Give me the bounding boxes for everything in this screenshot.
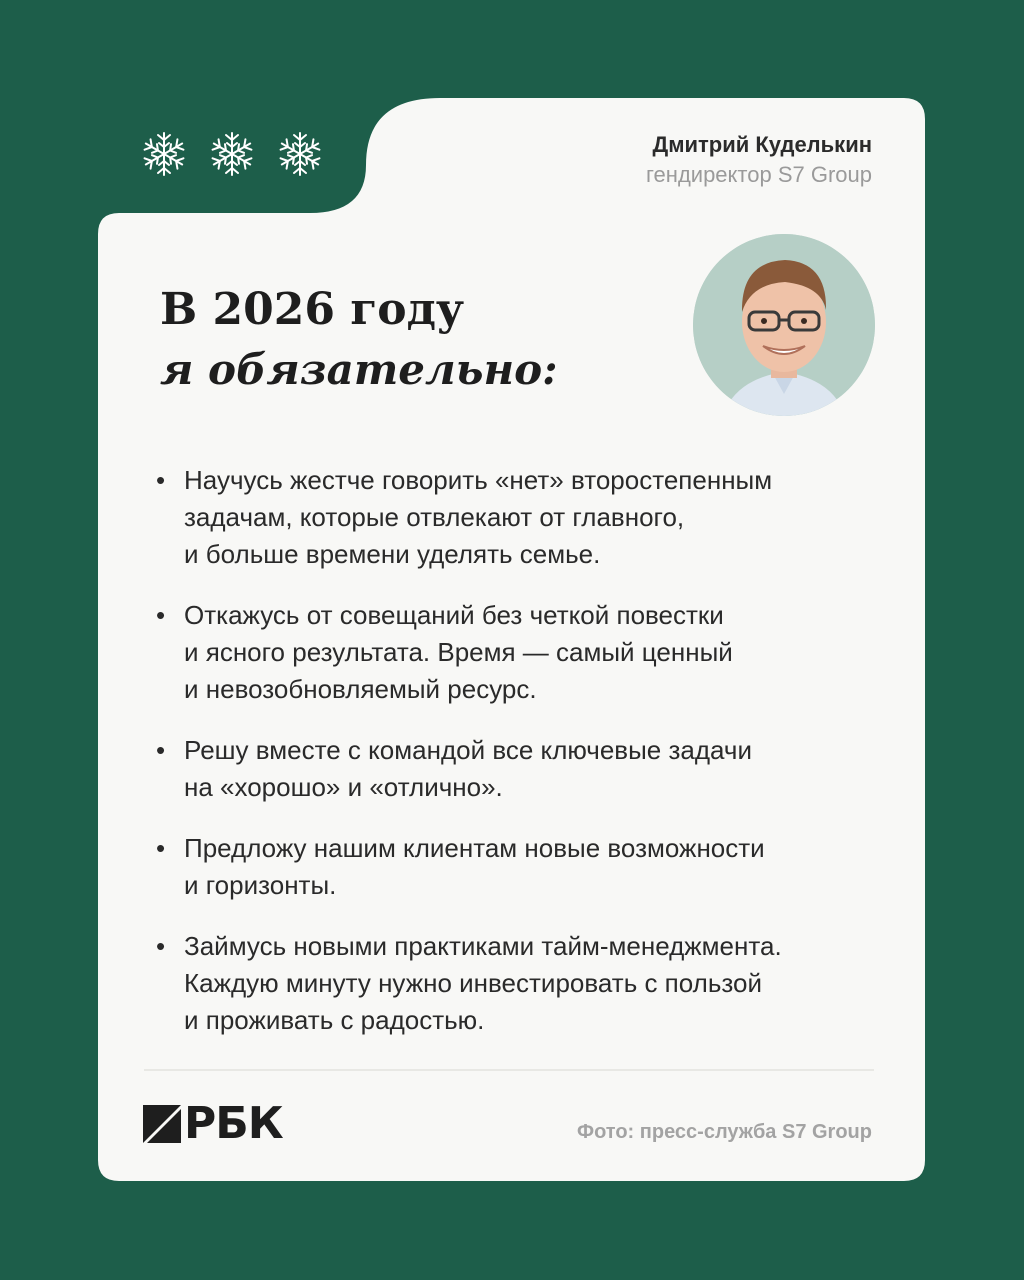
author-title: гендиректор S7 Group [646, 162, 872, 187]
rbc-logo [143, 1098, 283, 1149]
snowflake-icon [208, 130, 256, 178]
snowflake-icon [140, 130, 188, 178]
author-avatar [693, 234, 875, 416]
goal-item: • Займусь новыми практиками тайм-менеджмента. Каждую минуту нужно инвестировать с пользой и проживать с радостью. [160, 928, 880, 1039]
goal-item: • Решу вместе с командой все ключевые задачи на «хорошо» и «отлично». [160, 732, 880, 806]
goal-item: • Откажусь от совещаний без четкой повестки и ясного результата. Время — самый ценный и невозобновляемый ресурс. [160, 597, 880, 708]
goal-item: • Предложу нашим клиентам новые возможности и горизонты. [160, 830, 880, 904]
portrait-image [693, 234, 875, 416]
rbc-logo-mark-icon [143, 1105, 181, 1143]
rbc-logo-text: РБК [184, 1098, 283, 1149]
snowflake-decoration [140, 130, 324, 178]
footer-divider [144, 1069, 874, 1071]
author-block [646, 130, 872, 190]
author-name: Дмитрий Куделькин [652, 132, 872, 157]
goals-list [160, 462, 880, 1063]
photo-credit: Фото: пресс-служба S7 Group [577, 1121, 872, 1143]
page-title [160, 280, 558, 400]
title-line-2: я обязательно: [160, 345, 558, 394]
title-line-1: В 2026 году [160, 284, 465, 335]
snowflake-icon [276, 130, 324, 178]
goal-item: • Научусь жестче говорить «нет» второстепенным задачам, которые отвлекают от главного, и больше времени уделять семье. [160, 462, 880, 573]
